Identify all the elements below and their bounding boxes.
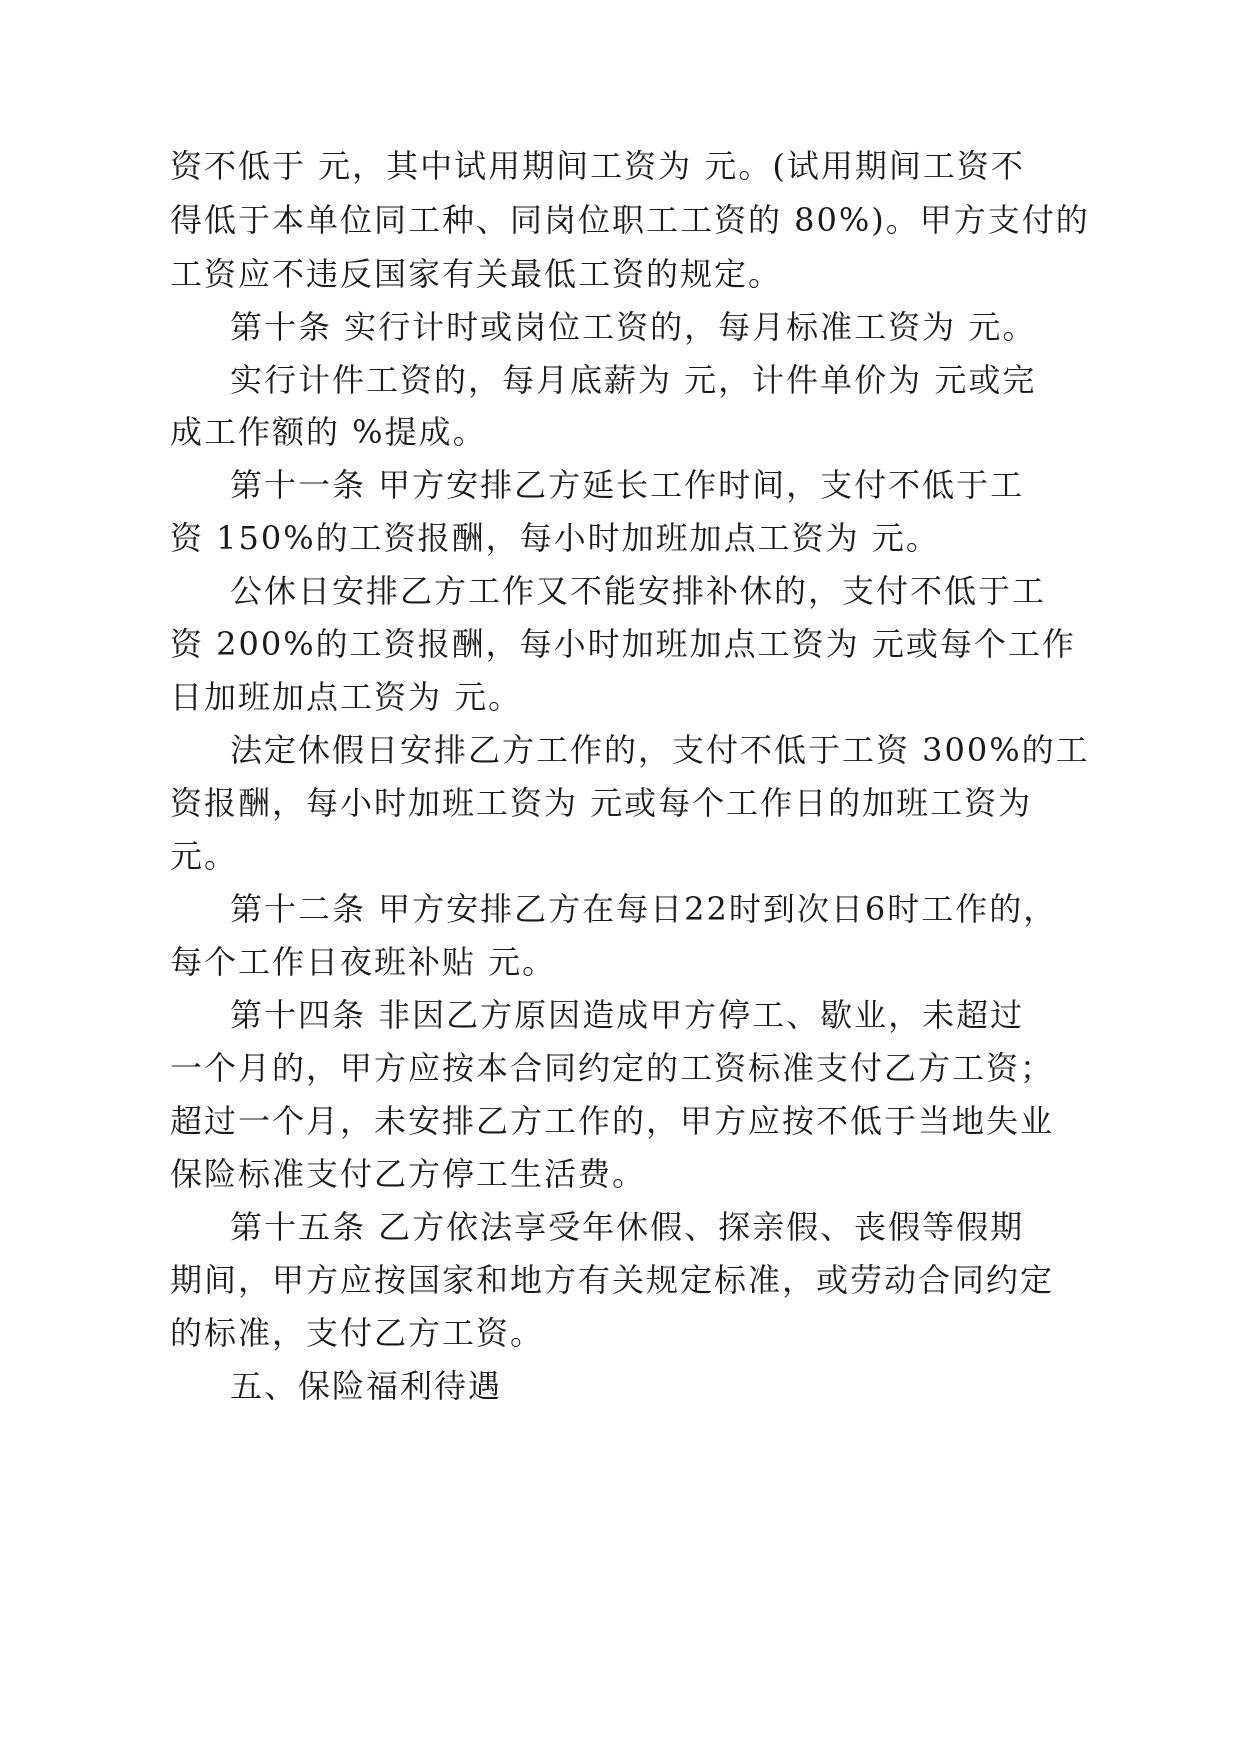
text-line: 法定休假日安排乙方工作的，支付不低于工资 300%的工 xyxy=(230,731,1090,769)
section-heading: 五、保险福利待遇 xyxy=(230,1367,503,1405)
text-line: 日加班加点工资为 元。 xyxy=(170,678,523,716)
text-line: 实行计件工资的，每月底薪为 元，计件单价为 元或完 xyxy=(230,361,1037,399)
text-line: 元。 xyxy=(170,837,239,875)
text-line: 得低于本单位同工种、同岗位职工工资的 80%)。甲方支付的 xyxy=(170,201,1090,239)
text-line: 第十条 实行计时或岗位工资的，每月标准工资为 元。 xyxy=(230,308,1037,346)
text-line: 资报酬，每小时加班工资为 元或每个工作日的加班工资为 xyxy=(170,784,1033,822)
text-line: 第十五条 乙方依法享受年休假、探亲假、丧假等假期 xyxy=(230,1208,1025,1246)
text-line: 每个工作日夜班补贴 元。 xyxy=(170,943,557,981)
text-line: 资 150%的工资报酬，每小时加班加点工资为 元。 xyxy=(170,519,940,557)
text-line: 工资应不违反国家有关最低工资的规定。 xyxy=(170,255,783,293)
text-line: 第十一条 甲方安排乙方延长工作时间，支付不低于工 xyxy=(230,466,1025,504)
text-line: 的标准，支付乙方工资。 xyxy=(170,1314,545,1352)
text-line: 资 200%的工资报酬，每小时加班加点工资为 元或每个工作 xyxy=(170,625,1076,663)
text-line: 第十四条 非因乙方原因造成甲方停工、歇业，未超过 xyxy=(230,996,1025,1034)
text-line: 公休日安排乙方工作又不能安排补休的，支付不低于工 xyxy=(230,572,1047,610)
text-line: 超过一个月，未安排乙方工作的，甲方应按不低于当地失业 xyxy=(170,1102,1055,1140)
text-line: 保险标准支付乙方停工生活费。 xyxy=(170,1155,647,1193)
text-line: 资不低于 元，其中试用期间工资为 元。(试用期间工资不 xyxy=(170,147,1025,185)
text-line: 第十二条 甲方安排乙方在每日22时到次日6时工作的， xyxy=(230,890,1058,928)
text-line: 期间，甲方应按国家和地方有关规定标准，或劳动合同约定 xyxy=(170,1261,1055,1299)
text-line: 一个月的，甲方应按本合同约定的工资标准支付乙方工资； xyxy=(170,1049,1055,1087)
text-line: 成工作额的 %提成。 xyxy=(170,413,487,451)
